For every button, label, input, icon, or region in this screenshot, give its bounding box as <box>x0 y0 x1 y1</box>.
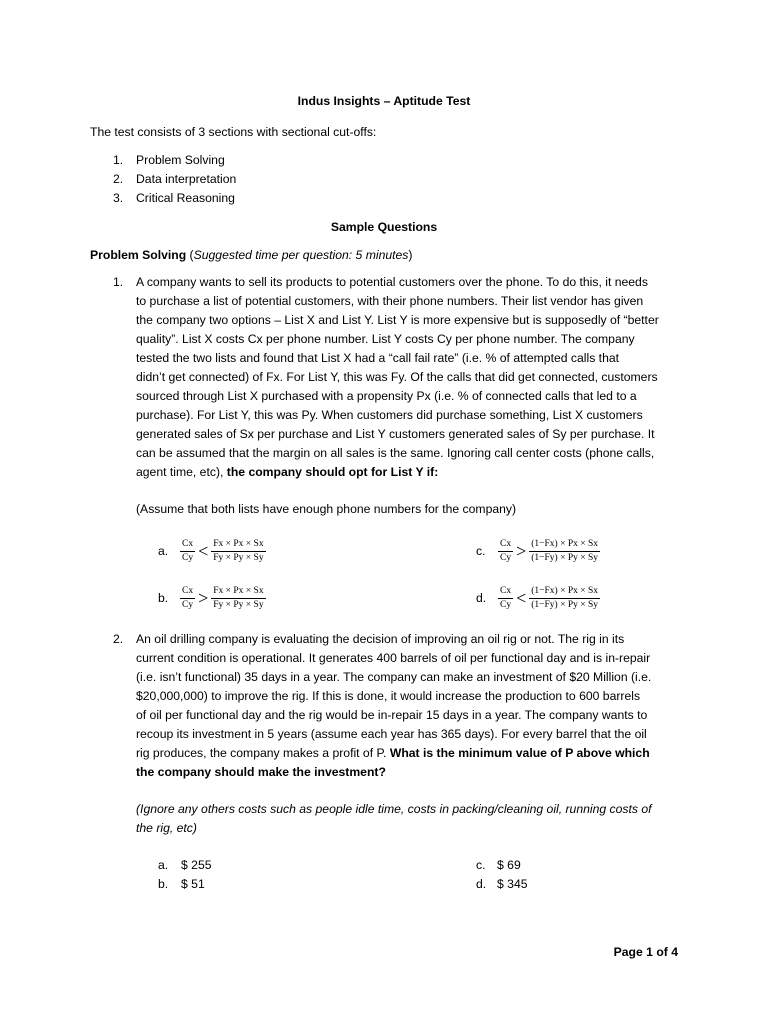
section-number: 3. <box>113 191 124 205</box>
relation: > <box>198 588 209 608</box>
page-title: Indus Insights – Aptitude Test <box>297 94 471 108</box>
option-value: $ 69 <box>497 858 521 872</box>
option-label: a. <box>158 858 169 872</box>
denominator: (1−Fy) × Py × Sy <box>531 599 599 610</box>
question-number: 1. <box>113 275 124 289</box>
section-number: 1. <box>113 153 124 167</box>
option-value: $ 255 <box>181 858 212 872</box>
numerator: Cx <box>498 586 513 599</box>
option-label: d. <box>476 877 487 891</box>
rhs-fraction <box>211 586 265 611</box>
option-c[interactable] <box>476 536 600 566</box>
denominator: Cy <box>500 552 512 563</box>
question-ask: the company should opt for List Y if: <box>226 465 439 479</box>
rhs-fraction <box>529 539 600 564</box>
question-line: $20,000,000) to improve the rig. If this is done, it would increase the production to 600 barrels <box>136 689 641 703</box>
denominator: Cy <box>182 552 194 563</box>
question-line: the company two options – List X and List Y. List Y is more expensive but is supposedly of “better <box>136 313 659 327</box>
numerator: Cx <box>498 539 513 552</box>
assumption-note: (Assume that both lists have enough phone numbers for the company) <box>136 502 517 516</box>
intro-text: The test consists of 3 sections with sectional cut-offs: <box>90 125 377 139</box>
question-line: tested the two lists and found that List X had a “call fail rate” (i.e. % of attempted calls that <box>136 351 620 365</box>
question-line <box>136 463 438 482</box>
option-label: c. <box>476 858 486 872</box>
question-line: of oil per functional day and the rig would be in-repair 15 days in a year. The company wants to <box>136 708 648 722</box>
option-a[interactable] <box>158 536 266 566</box>
option-label: d. <box>476 590 487 605</box>
option-d[interactable] <box>476 583 600 613</box>
question-line: A company wants to sell its products to potential customers over the phone. To do this, it needs <box>136 275 648 289</box>
denominator: Cy <box>182 599 194 610</box>
problem-solving-label: Problem Solving <box>90 248 187 262</box>
option-value: $ 345 <box>497 877 528 891</box>
question-line: generated sales of Sx per purchase and List Y customers generated sales of Sy per purchase. It <box>136 427 655 441</box>
option-label: a. <box>158 543 169 558</box>
paren-open: ( <box>186 248 194 262</box>
question-line: current condition is operational. It generates 400 barrels of oil per functional day and is in-repair <box>136 651 651 665</box>
question-line <box>136 744 650 763</box>
rhs-fraction <box>211 539 265 564</box>
numerator: Cx <box>180 586 195 599</box>
numerator: Cx <box>180 539 195 552</box>
option-label: c. <box>476 543 486 558</box>
problem-solving-heading <box>90 246 412 265</box>
lhs-fraction <box>180 539 195 564</box>
denominator: Cy <box>500 599 512 610</box>
question-line: to purchase a list of potential customers, with their phone numbers. Their list vendor has given <box>136 294 644 308</box>
option-label: b. <box>158 877 169 891</box>
suggested-time: Suggested time per question: 5 minutes <box>193 248 409 262</box>
section-name: Data interpretation <box>136 172 237 186</box>
question-line: recoup its investment in 5 years (assume each year has 365 days). For every barrel that the oil <box>136 727 647 741</box>
numerator: Fx × Px × Sx <box>211 586 265 599</box>
numerator: Fx × Px × Sx <box>211 539 265 552</box>
option-label: b. <box>158 590 169 605</box>
section-name: Problem Solving <box>136 153 225 167</box>
option-b[interactable] <box>158 583 266 613</box>
question-ask: What is the minimum value of P above which <box>389 746 650 760</box>
relation: > <box>516 541 527 561</box>
denominator: (1−Fy) × Py × Sy <box>531 552 599 563</box>
question-line: An oil drilling company is evaluating the decision of improving an oil rig or not. The rig in its <box>136 632 625 646</box>
sample-questions-heading: Sample Questions <box>330 220 438 234</box>
ignore-note: the rig, etc) <box>136 821 197 835</box>
question-number: 2. <box>113 632 124 646</box>
question-line: can be assumed that the margin on all sales is the same. Ignoring call center costs (phone calls, <box>136 446 655 460</box>
paren-close: ) <box>408 248 413 262</box>
question-line: quality”. List X costs Cx per phone number. List Y costs Cy per phone number. The company <box>136 332 635 346</box>
question-ask: the company should make the investment? <box>136 765 386 779</box>
rhs-fraction <box>529 586 600 611</box>
question-line: (i.e. isn’t functional) 35 days in a year. The company can make an investment of $20 Million (i.e. <box>136 670 652 684</box>
lhs-fraction <box>498 586 513 611</box>
numerator: (1−Fx) × Px × Sx <box>529 586 600 599</box>
question-text: agent time, etc), <box>136 465 227 479</box>
section-name: Critical Reasoning <box>136 191 235 205</box>
lhs-fraction <box>498 539 513 564</box>
denominator: Fy × Py × Sy <box>213 552 264 563</box>
denominator: Fy × Py × Sy <box>213 599 264 610</box>
question-line: purchase). For List Y, this was Py. When customers did purchase something, List X customers <box>136 408 643 422</box>
option-value: $ 51 <box>181 877 205 891</box>
numerator: (1−Fx) × Px × Sx <box>529 539 600 552</box>
ignore-note: (Ignore any others costs such as people idle time, costs in packing/cleaning oil, running costs of <box>136 802 652 816</box>
page-number: Page 1 of 4 <box>613 945 678 959</box>
relation: < <box>516 588 527 608</box>
relation: < <box>198 541 209 561</box>
question-line: didn’t get connected) of Fx. For List Y, this was Fy. Of the calls that did get connected, customers <box>136 370 658 384</box>
section-number: 2. <box>113 172 124 186</box>
question-line: sourced through List X purchased with a propensity Px (i.e. % of connected calls that led to a <box>136 389 637 403</box>
question-text: rig produces, the company makes a profit of P. <box>136 746 390 760</box>
lhs-fraction <box>180 586 195 611</box>
